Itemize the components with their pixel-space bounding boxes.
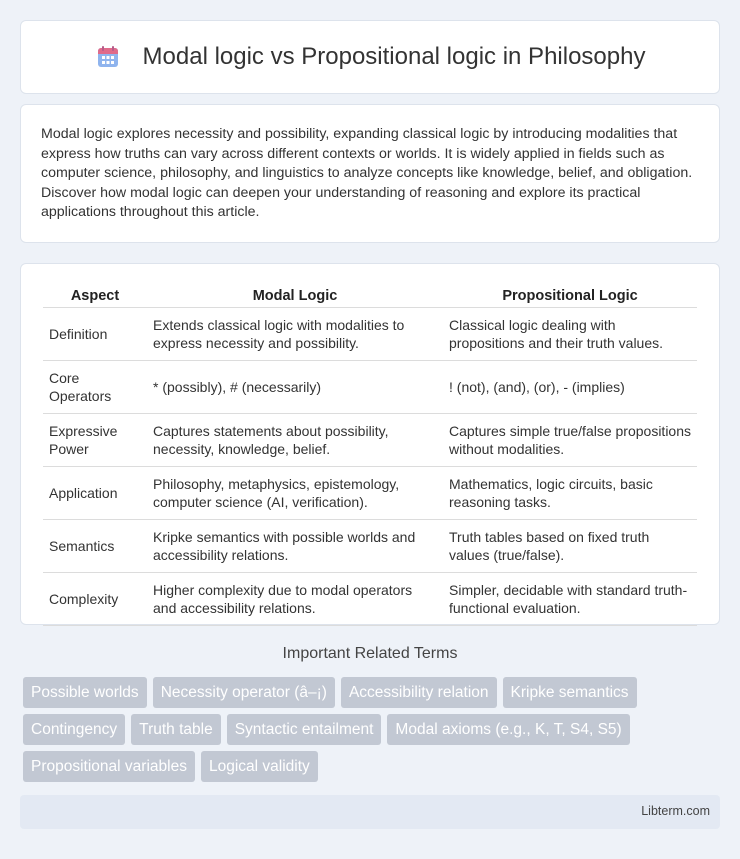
table-row [43, 520, 697, 573]
related-terms-title: Important Related Terms [282, 645, 458, 662]
related-term-tag[interactable]: Contingency [23, 714, 125, 745]
footer [20, 795, 720, 829]
header-aspect: Aspect [43, 286, 147, 308]
table-row [43, 308, 697, 361]
table-row [43, 361, 697, 414]
row-aspect: Complexity [43, 573, 147, 626]
related-term-tag[interactable]: Logical validity [201, 751, 318, 782]
related-term-tag[interactable]: Propositional variables [23, 751, 195, 782]
row-modal: Philosophy, metaphysics, epistemology, computer science (AI, verification). [147, 467, 443, 520]
row-propositional: ! (not), (and), (or), - (implies) [443, 361, 697, 414]
row-aspect: Application [43, 467, 147, 520]
row-propositional: Mathematics, logic circuits, basic reasoning tasks. [443, 467, 697, 520]
page-title: Modal logic vs Propositional logic in Philosophy [142, 43, 646, 70]
row-aspect: Core Operators [43, 361, 147, 414]
table-row [43, 573, 697, 626]
comparison-table [43, 286, 697, 626]
header-propositional-logic: Propositional Logic [443, 286, 697, 308]
table-row [43, 414, 697, 467]
row-modal: Kripke semantics with possible worlds and accessibility relations. [147, 520, 443, 573]
row-aspect: Definition [43, 308, 147, 361]
related-term-tag[interactable]: Kripke semantics [503, 677, 637, 708]
row-modal: Extends classical logic with modalities to express necessity and possibility. [147, 308, 443, 361]
header-modal-logic: Modal Logic [147, 286, 443, 308]
row-propositional: Simpler, decidable with standard truth-functional evaluation. [443, 573, 697, 626]
related-term-tag[interactable]: Possible worlds [23, 677, 147, 708]
row-aspect: Semantics [43, 520, 147, 573]
row-propositional: Captures simple true/false propositions without modalities. [443, 414, 697, 467]
table-header-row [43, 286, 697, 308]
footer-brand[interactable]: Libterm.com [641, 804, 710, 818]
comparison-table-card [20, 263, 720, 625]
intro-text: Modal logic explores necessity and possibility, expanding classical logic by introducing modalities that express how truths can vary across different contexts or worlds. It is widely applied in fields such as computer science, philosophy, and linguistics to analyze concepts like knowledge, belief, and obligation. Discover how modal logic can deepen your understanding of reasoning and explore its practical applications throughout this article. [41, 126, 693, 221]
row-modal: * (possibly), # (necessarily) [147, 361, 443, 414]
row-propositional: Truth tables based on fixed truth values (true/false). [443, 520, 697, 573]
related-terms-list [23, 677, 723, 788]
related-term-tag[interactable]: Truth table [131, 714, 221, 745]
row-aspect: Expressive Power [43, 414, 147, 467]
related-term-tag[interactable]: Accessibility relation [341, 677, 497, 708]
calendar-icon [95, 44, 121, 70]
related-term-tag[interactable]: Necessity operator (â–¡) [153, 677, 335, 708]
row-propositional: Classical logic dealing with propositions and their truth values. [443, 308, 697, 361]
related-term-tag[interactable]: Modal axioms (e.g., K, T, S4, S5) [387, 714, 629, 745]
table-row [43, 467, 697, 520]
related-term-tag[interactable]: Syntactic entailment [227, 714, 382, 745]
row-modal: Higher complexity due to modal operators and accessibility relations. [147, 573, 443, 626]
intro-card [20, 104, 720, 243]
header-card [20, 20, 720, 94]
row-modal: Captures statements about possibility, necessity, knowledge, belief. [147, 414, 443, 467]
